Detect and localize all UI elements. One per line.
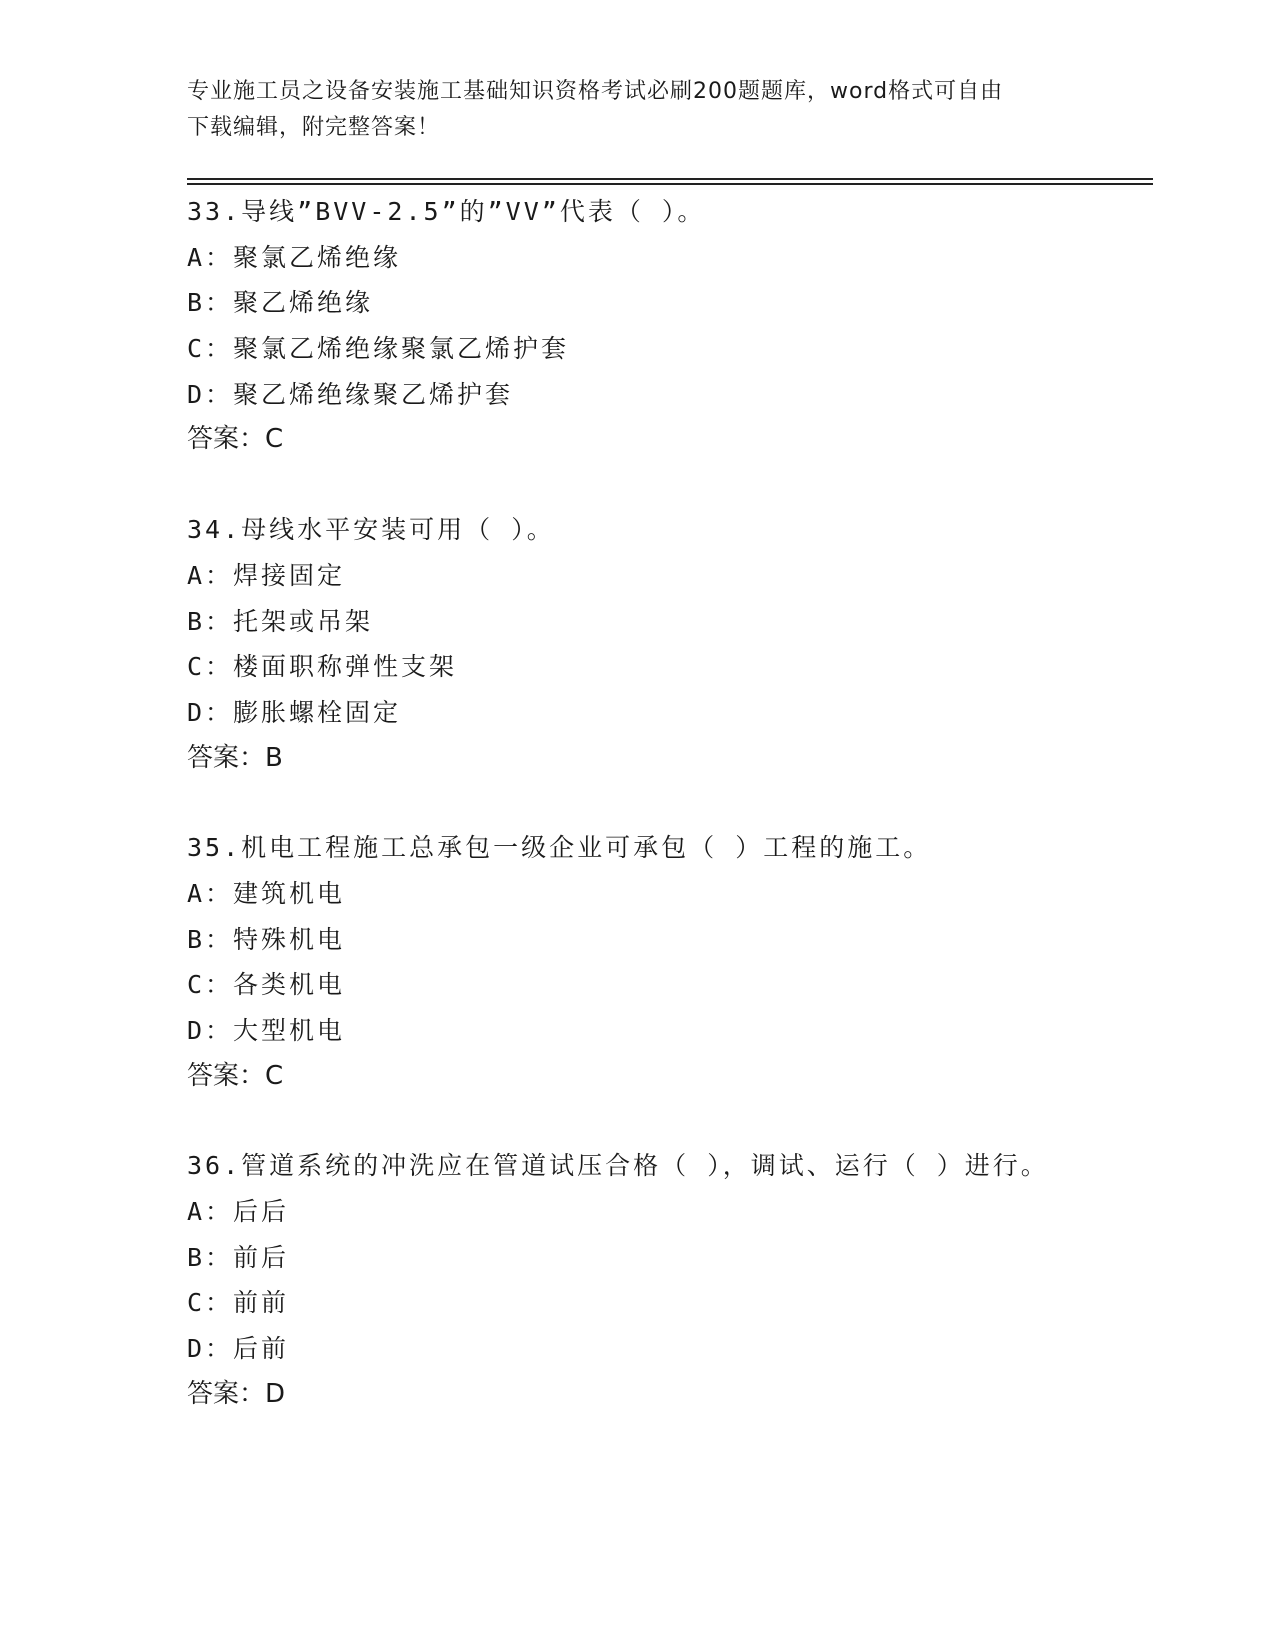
answer: 答案：C [187,424,284,455]
option-b: B：特殊机电 [187,924,346,954]
question-stem: 33.导线”BVV-2.5”的”VV”代表（ ）。 [187,197,706,226]
option-a: A：后后 [187,1197,290,1227]
option-b: B：聚乙烯绝缘 [187,288,374,318]
question-33 [187,189,1153,463]
option-c: C：前前 [187,1288,290,1318]
question-35 [187,825,1153,1099]
option-b: B：托架或吊架 [187,606,374,636]
question-stem: 36.管道系统的冲洗应在管道试压合格（ ），调试、运行（ ）进行。 [187,1151,1049,1181]
header-divider-bottom [187,183,1153,185]
option-d: D：大型机电 [187,1016,346,1045]
option-c: C：楼面职称弹性支架 [187,652,458,682]
option-a: A：建筑机电 [187,878,346,908]
question-stem: 34.母线水平安装可用（ ）。 [187,515,555,545]
option-c: C：聚氯乙烯绝缘聚氯乙烯护套 [187,334,570,364]
option-b: B：前后 [187,1242,290,1272]
option-c: C：各类机电 [187,970,346,1000]
answer: 答案：B [187,742,283,773]
question-36 [187,1143,1153,1417]
option-a: A：焊接固定 [187,560,346,590]
option-d: D：膨胀螺栓固定 [187,697,402,727]
header-divider-top [187,178,1153,180]
option-a: A：聚氯乙烯绝缘 [187,242,402,272]
answer: 答案：D [187,1378,286,1409]
option-d: D：聚乙烯绝缘聚乙烯护套 [187,379,514,409]
option-d: D：后前 [187,1334,290,1364]
question-stem: 35.机电工程施工总承包一级企业可承包（ ）工程的施工。 [187,833,932,863]
header-line-1: 专业施工员之设备安装施工基础知识资格考试必刷200题题库，word格式可自由 [187,79,1004,104]
answer: 答案：C [187,1060,284,1091]
header-line-2: 下载编辑，附完整答案！ [187,115,441,140]
document-header [187,74,1087,146]
question-list [187,189,1153,1462]
question-34 [187,507,1153,781]
